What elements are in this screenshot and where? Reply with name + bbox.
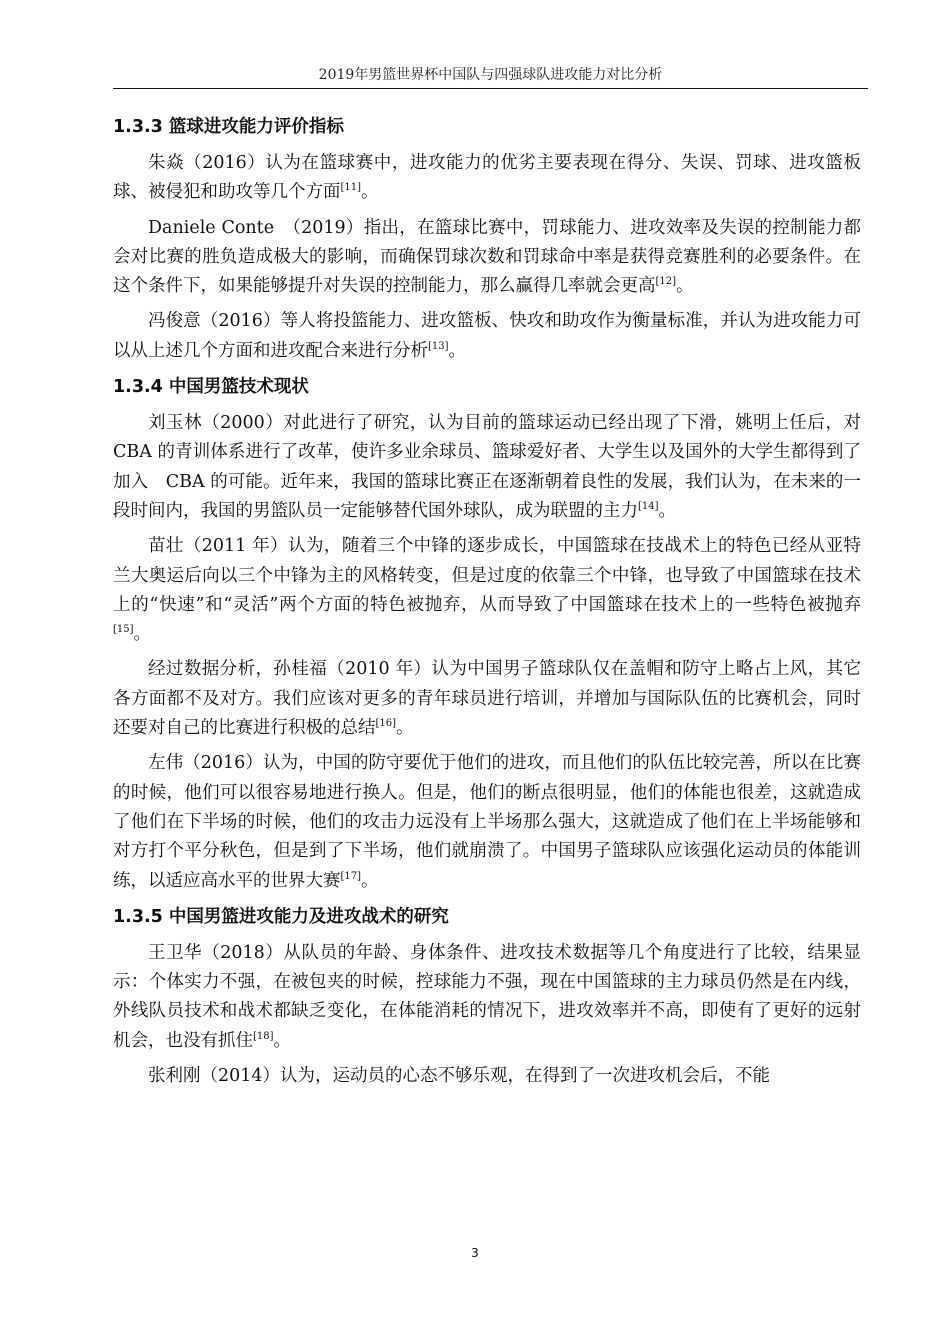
running-header: 2019年男篮世界杯中国队与四强球队进攻能力对比分析 bbox=[318, 67, 663, 83]
paragraph-text: 刘玉林（2000）对此进行了研究，认为目前的篮球运动已经出现了下滑，姚明上任后，对 CBA 的青训体系进行了改革，使许多业余球员、篮球爱好者、大学生以及国外的大学生都得到了加入 CBA 的可能。近年来，我国的篮球比赛正在逐渐朝着良性的发展，我们认为，在未来的一段时间内，我国的男篮队员一定能够替代国外球队，成为联盟的主力 bbox=[113, 413, 879, 521]
paragraph-text: 王卫华（2018）从队员的年龄、身体条件、进攻技术数据等几个角度进行了比较，结果显示：个体实力不强，在被包夹的时候，控球能力不强，现在中国篮球的主力球员仍然是在内线，外线队员技术和战术都缺乏变化，在体能消耗的情况下，进攻效率并不高，即使有了更好的远射机会，也没有抓住 bbox=[113, 942, 861, 1051]
citation: [15] bbox=[113, 624, 134, 636]
paragraph-text: 冯俊意（2016）等人将投篮能力、进攻篮板、快攻和助攻作为衡量标准，并认为进攻能力可以从上述几个方面和进攻配合来进行分析 bbox=[113, 311, 861, 361]
page-number: 3 bbox=[471, 1246, 479, 1260]
section-heading-1-3-4: 1.3.4 中国男篮技术现状 bbox=[113, 377, 309, 398]
paragraph bbox=[113, 307, 861, 366]
citation: [17] bbox=[340, 870, 362, 882]
citation: [14] bbox=[638, 500, 659, 512]
citation: [18] bbox=[253, 1030, 274, 1042]
paragraph bbox=[113, 939, 861, 1056]
paragraph bbox=[113, 409, 879, 526]
paragraph bbox=[113, 655, 861, 743]
citation: [12] bbox=[655, 276, 677, 288]
paragraph-end: 。 bbox=[396, 718, 414, 739]
paragraph bbox=[113, 749, 861, 895]
header-rule bbox=[113, 88, 868, 89]
paragraph bbox=[113, 532, 861, 649]
paragraph-text: Daniele Conte （2019）指出，在篮球比赛中，罚球能力、进攻效率及失误的控制能力都会对比赛的胜负造成极大的影响，而确保罚球次数和罚球命中率是获得竞赛胜利的必要条件。在这个条件下，如果能够提升对失误的控制能力，那么赢得几率就会更高 bbox=[113, 217, 861, 297]
paragraph-text: 张利刚（2014）认为，运动员的心态不够乐观，在得到了一次进攻机会后，不能 bbox=[148, 1066, 771, 1087]
paragraph-end: 。 bbox=[658, 500, 677, 521]
paragraph-end: 。 bbox=[133, 624, 152, 645]
paragraph bbox=[113, 149, 861, 208]
paragraph-text: 朱焱（2016）认为在篮球赛中，进攻能力的优劣主要表现在得分、失误、罚球、进攻篮板球、被侵犯和助攻等几个方面 bbox=[113, 153, 861, 203]
paragraph bbox=[113, 1062, 861, 1091]
paragraph-end: 。 bbox=[448, 340, 467, 361]
paragraph-end: 。 bbox=[676, 276, 694, 297]
paragraph-text: 苗壮（2011 年）认为，随着三个中锋的逐步成长，中国篮球在技战术上的特色已经从亚特兰大奥运后向以三个中锋为主的风格转变，但是过度的依靠三个中锋，也导致了中国篮球在技术上的“快速”和“灵活”两个方面的特色被抛弃，从而导致了中国篮球在技术上的一些特色被抛弃 bbox=[113, 536, 861, 615]
citation: [13] bbox=[428, 340, 449, 352]
main-content bbox=[113, 112, 879, 1097]
paragraph bbox=[113, 214, 861, 302]
paragraph-text: 经过数据分析，孙桂福（2010 年）认为中国男子篮球队仅在盖帽和防守上略占上风，其它各方面都不及对方。我们应该对更多的青年球员进行培训，并增加与国际队伍的比赛机会，同时还要对自己的比赛进行积极的总结 bbox=[113, 659, 861, 739]
paragraph-text: 左伟（2016）认为，中国的防守要优于他们的进攻，而且他们的队伍比较完善，所以在比赛的时候，他们可以很容易地进行换人。但是，他们的断点很明显，他们的体能也很差，这就造成了他们在下半场的时候，他们的攻击力远没有上半场那么强大，这就造成了他们在上半场能够和对方打个平分秋色，但是到了下半场，他们就崩溃了。中国男子篮球队应该强化运动员的体能训练，以适应高水平的世界大赛 bbox=[113, 753, 861, 891]
paragraph-end: 。 bbox=[361, 182, 379, 203]
section-heading-1-3-3: 1.3.3 篮球进攻能力评价指标 bbox=[113, 117, 344, 137]
citation: [16] bbox=[375, 718, 397, 730]
paragraph-end: 。 bbox=[273, 1030, 292, 1051]
paragraph-end: 。 bbox=[361, 870, 379, 891]
citation: [11] bbox=[340, 182, 362, 194]
section-heading-1-3-5: 1.3.5 中国男篮进攻能力及进攻战术的研究 bbox=[113, 906, 449, 927]
